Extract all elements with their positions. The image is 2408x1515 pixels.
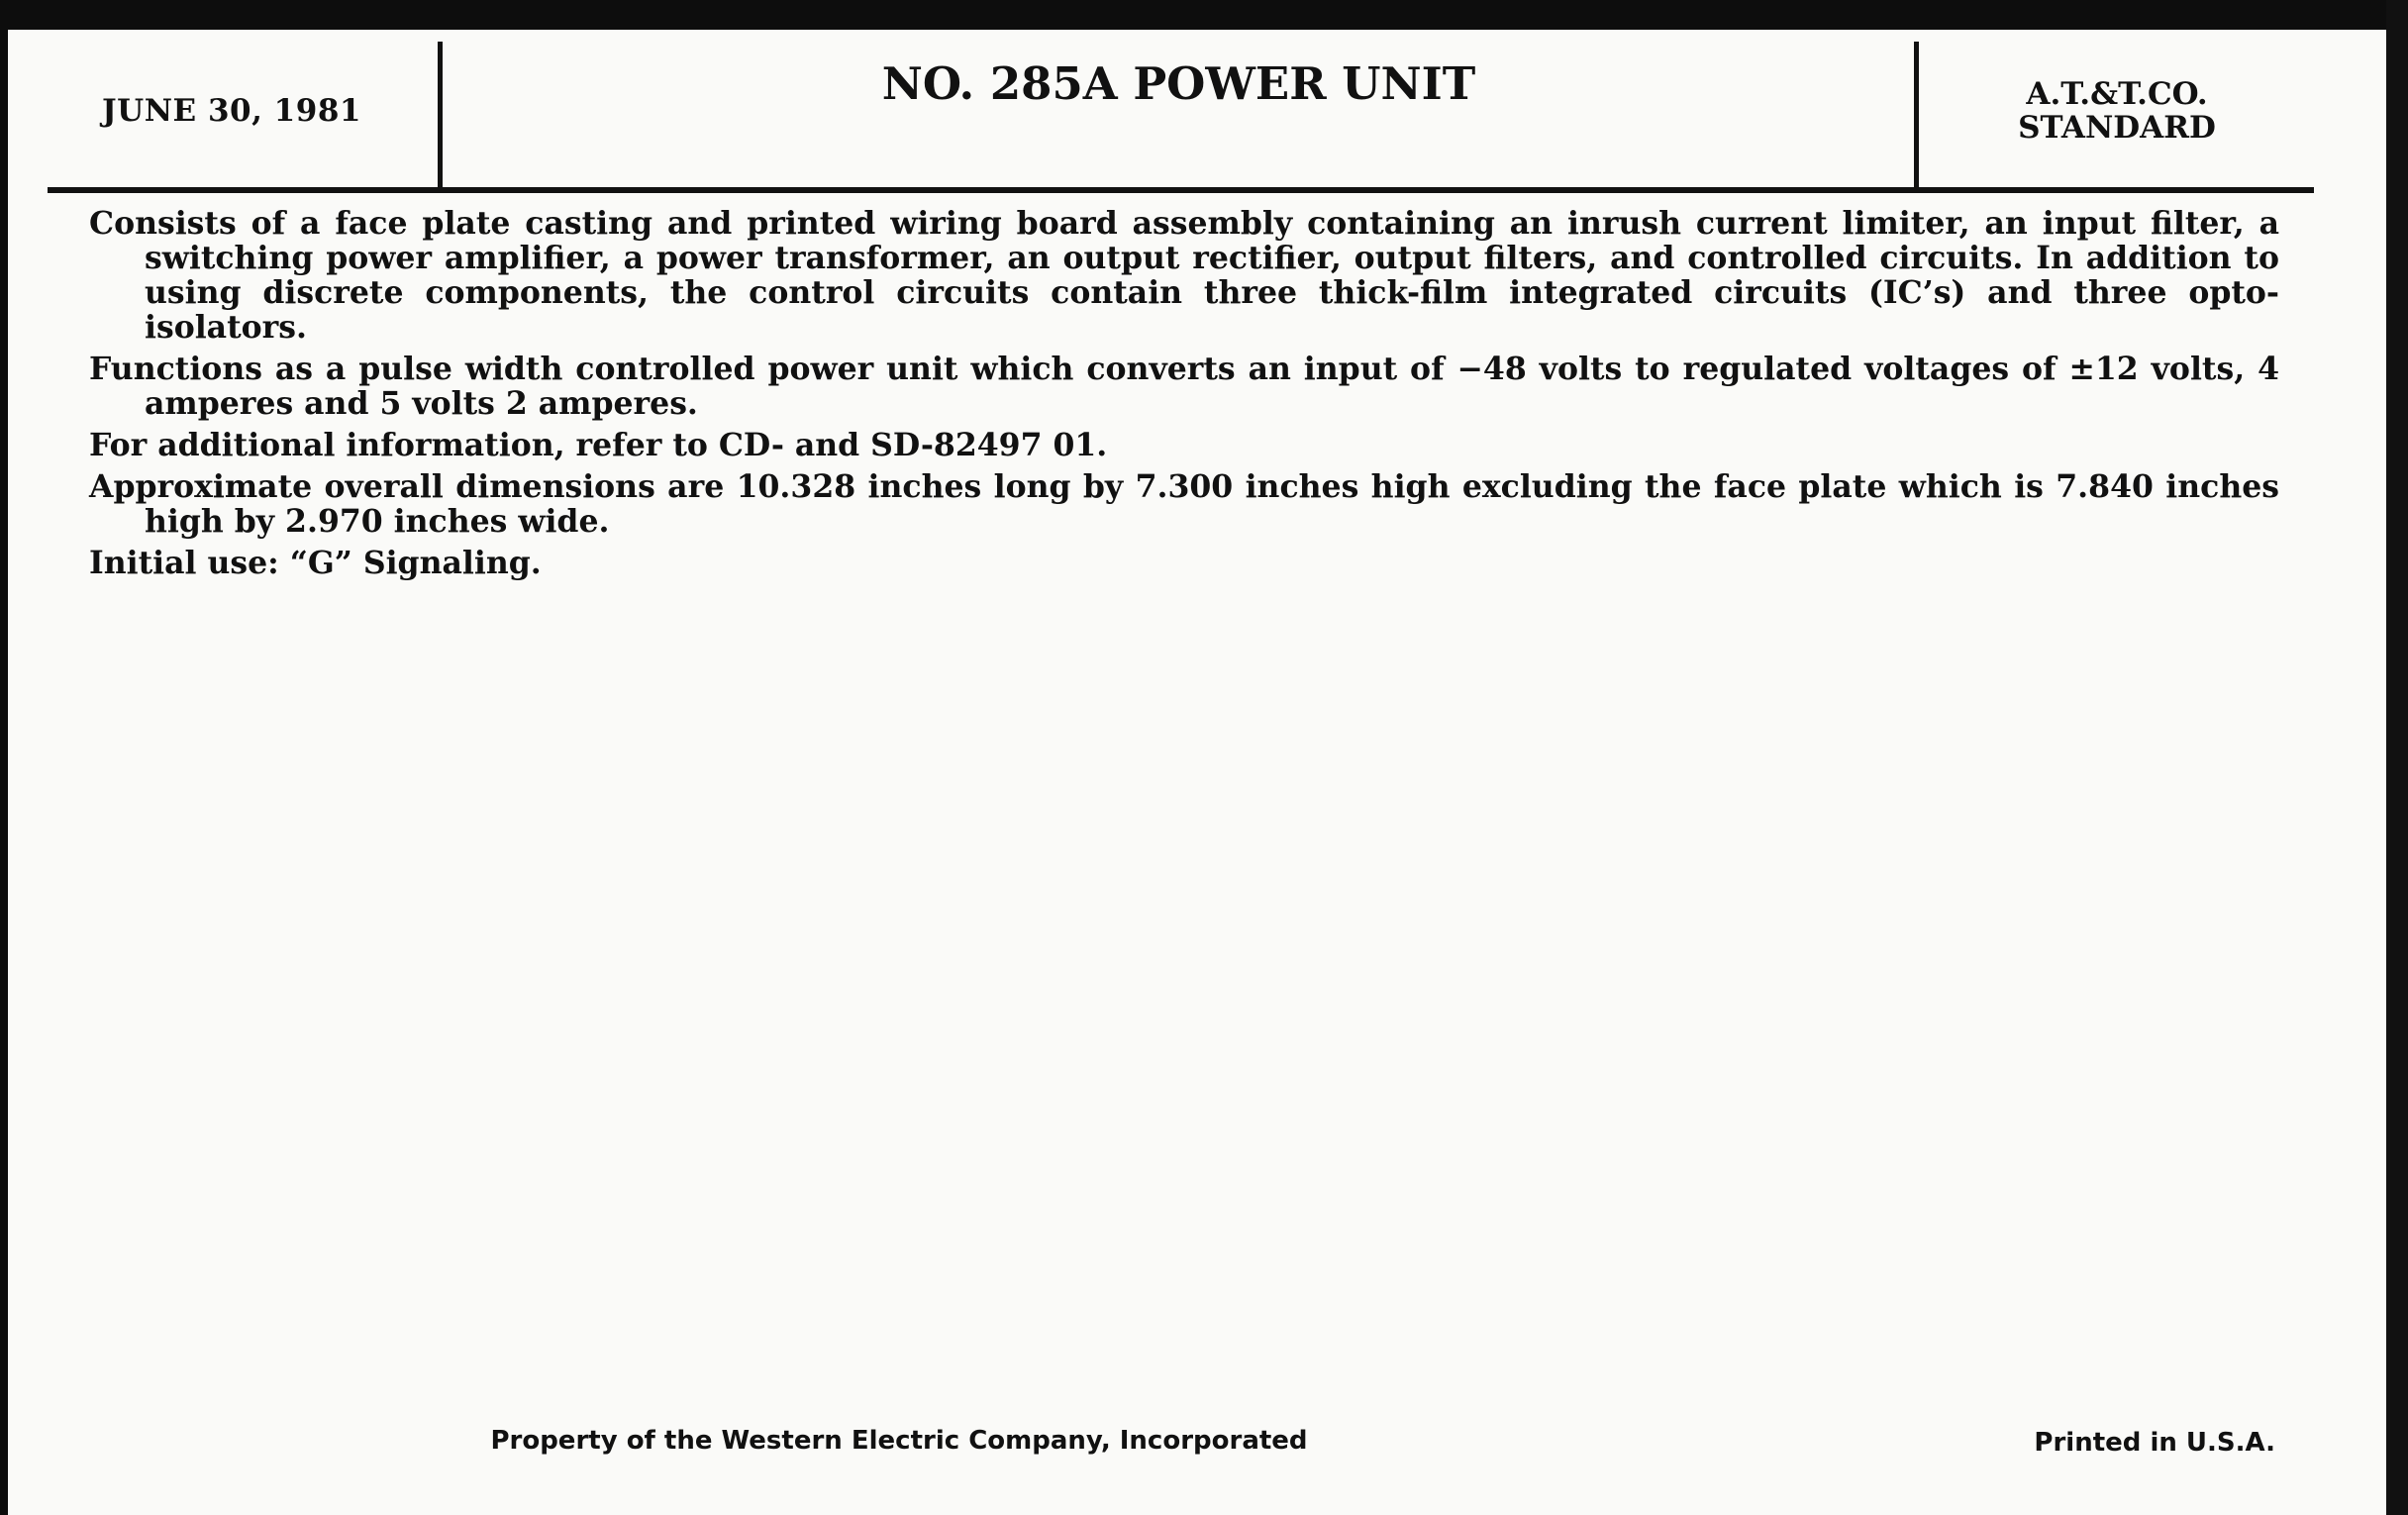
paragraph-reference: For additional information, refer to CD- and SD-82497 01. — [89, 427, 1108, 463]
paragraph-functions: Functions as a pulse width controlled power unit which converts an input of −48 volts to regulated voltages of ±12 volts, 4 amperes and 5 volts 2 amperes. — [89, 351, 2279, 422]
page-title: NO. 285A POWER UNIT — [881, 57, 1476, 110]
header-divider-left — [438, 42, 443, 192]
scan-edge — [2386, 0, 2408, 1515]
paragraph-consists: Consists of a face plate casting and printed wiring board assembly containing an inrush current limiter, an input filter, a switching power amplifier, a power transformer, an output rectifier, output filters, and controlled circuits. In addition to using discrete components, the control circuits contain three thick-film integrated circuits (IC’s) and three opto-isolators. — [89, 205, 2279, 346]
paragraph-dimensions: Approximate overall dimensions are 10.328 inches long by 7.300 inches high excluding the face plate which is 7.840 inches high by 2.970 inches wide. — [89, 468, 2279, 540]
document-card — [8, 30, 2386, 1515]
header-rule — [48, 187, 2314, 193]
footer-printed: Printed in U.S.A. — [2034, 1428, 2275, 1458]
issue-date: JUNE 30, 1981 — [102, 93, 361, 129]
footer-property: Property of the Western Electric Company, Incorporated — [490, 1426, 1308, 1456]
standard-word: STANDARD — [2018, 110, 2216, 146]
paragraph-initial-use: Initial use: “G” Signaling. — [89, 545, 542, 581]
description-body — [89, 206, 2279, 587]
standard-label — [1919, 77, 2315, 145]
standard-company: A.T.&T.CO. — [2026, 76, 2208, 112]
